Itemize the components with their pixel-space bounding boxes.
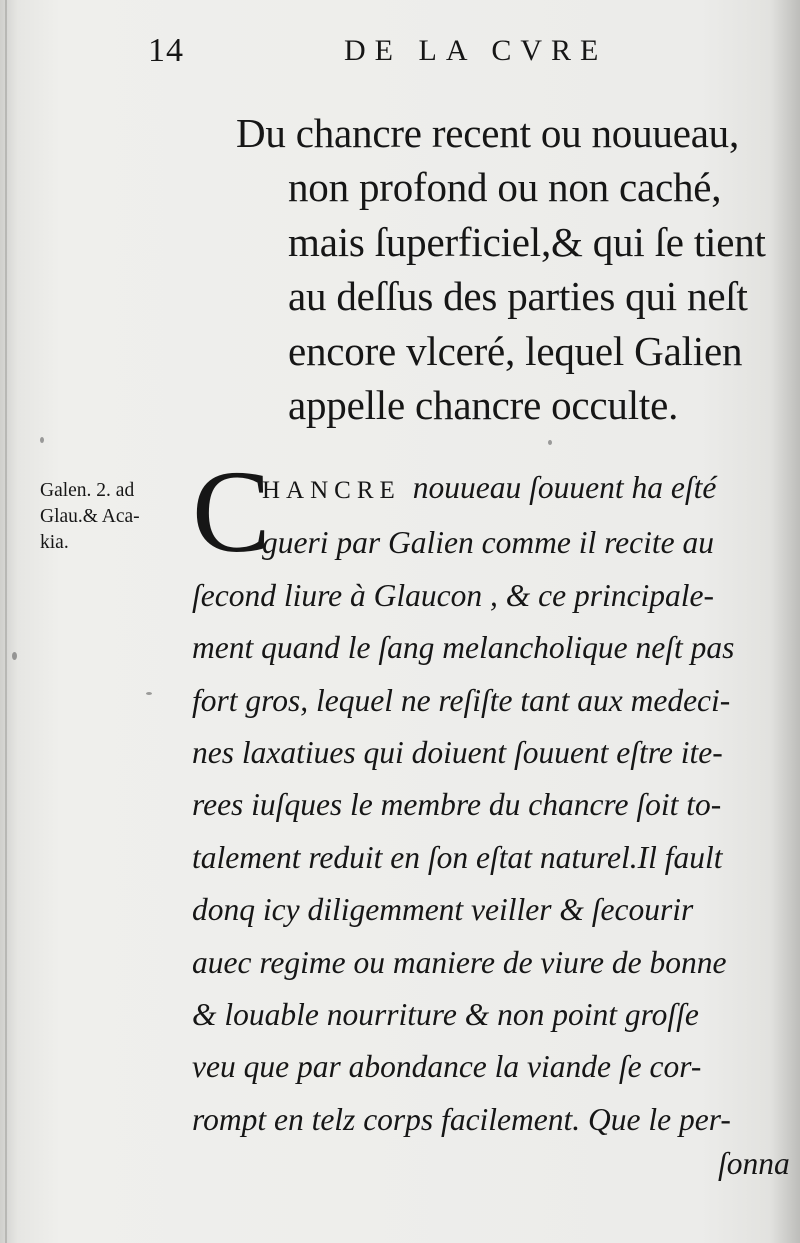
heading-line: Du chancre recent ou nouueau, [236,110,740,156]
heading-line: au deſſus des parties qui neſt [288,273,748,320]
ink-speck [146,692,152,695]
page-header [0,30,800,74]
body-line: rees iuſques le membre du chancre ſoit to- [192,787,722,823]
body-line: ment quand le ſang melancholique neſt pas [192,630,735,666]
margin-note-line: Galen. 2. ad [40,480,135,501]
body-paragraph [192,462,796,1146]
heading-line: non profond ou non caché, [288,164,722,211]
small-caps-word: HANCRE [262,477,401,504]
body-line-text: nouueau ſouuent ha eſté [412,470,717,505]
ink-speck [12,652,17,660]
margin-note-line: kia. [40,532,69,553]
ink-speck [548,440,552,445]
body-line: rompt en telz corps facilement. Que le per- [192,1101,731,1137]
marginal-reference [40,478,180,556]
drop-cap: C [192,446,271,577]
running-title: DE LA CVRE [344,34,608,67]
body-line: veu que par abondance la viande ſe cor- [192,1049,702,1085]
heading-line: mais ſuperficiel,& qui ſe tient [288,218,766,265]
body-line: & louable nourriture & non point groſſe [192,997,699,1033]
body-line: nes laxatiues qui doiuent ſouuent eſtre ite- [192,735,723,771]
heading-line: appelle chancre occulte. [288,382,679,429]
body-line: donq icy diligemment veiller & ſecourir [192,892,694,928]
body-line: gueri par Galien comme il recite au [262,525,714,561]
binding-gutter [5,0,7,1243]
body-line: auec regime ou maniere de viure de bonne [192,944,727,980]
page-number: 14 [148,32,184,69]
body-line [192,462,796,517]
heading-line: encore vlceré, lequel Galien [288,327,743,374]
ink-speck [40,437,44,443]
body-line: ſecond liure à Glaucon , & ce principale- [192,577,714,613]
chapter-heading [236,106,776,432]
body-line: talement reduit en ſon eſtat naturel.Il fault [192,839,723,875]
catchword: ſonna [718,1146,790,1181]
body-line: fort gros, lequel ne reſiſte tant aux medeci- [192,682,731,718]
margin-note-line: Glau.& Aca- [40,506,140,527]
